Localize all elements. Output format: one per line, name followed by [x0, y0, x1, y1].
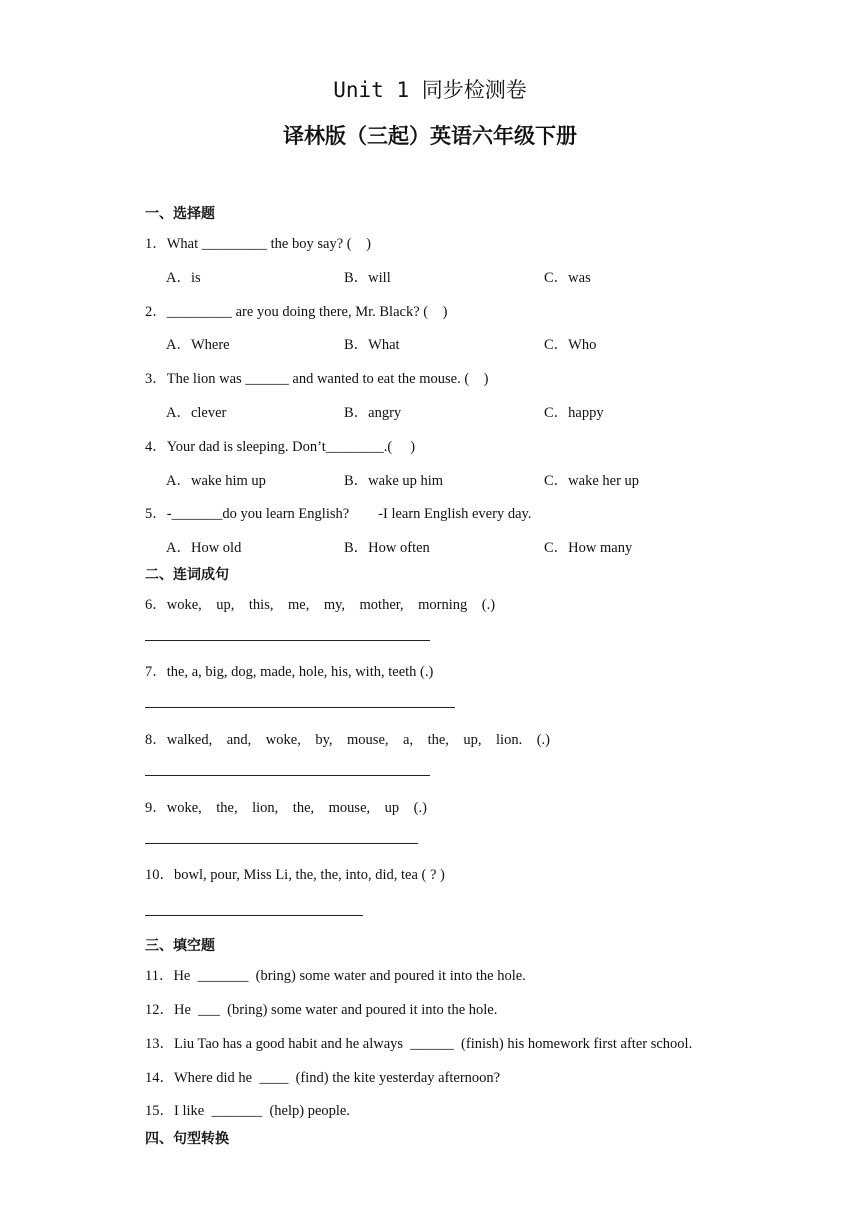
option-5c: C．How many — [544, 540, 633, 556]
option-4a: A．wake him up — [166, 473, 266, 489]
question-6: 6．woke, up, this, me, my, mother, morning (.) — [145, 597, 496, 613]
page-subtitle: 译林版（三起）英语六年级下册 — [283, 124, 577, 148]
section-heading-word-order: 二、连词成句 — [145, 567, 229, 583]
question-12: 12．He ___ (bring) some water and poured it into the hole. — [145, 1002, 498, 1018]
answer-line-6 — [145, 640, 430, 641]
answer-line-9 — [145, 843, 418, 844]
question-3: 3．The lion was ______ and wanted to eat the mouse. ( ) — [145, 371, 489, 387]
question-7: 7．the, a, big, dog, made, hole, his, with, teeth (.) — [145, 664, 434, 680]
answer-line-8 — [145, 775, 430, 776]
question-10: 10．bowl, pour, Miss Li, the, the, into, did, tea ( ? ) — [145, 867, 445, 883]
page-title: Unit 1 同步检测卷 — [333, 78, 527, 102]
option-3c: C．happy — [544, 405, 604, 421]
option-2b: B．What — [344, 337, 400, 353]
question-1: 1．What _________ the boy say? ( ) — [145, 236, 371, 252]
section-heading-choice: 一、选择题 — [145, 206, 215, 222]
question-9: 9．woke, the, lion, the, mouse, up (.) — [145, 800, 427, 816]
option-5a: A．How old — [166, 540, 242, 556]
option-3b: B．angry — [344, 405, 402, 421]
question-2: 2．_________ are you doing there, Mr. Black? ( ) — [145, 304, 448, 320]
option-2c: C．Who — [544, 337, 597, 353]
option-3a: A．clever — [166, 405, 227, 421]
option-1c: C．was — [544, 270, 591, 286]
section-heading-sentence-transform: 四、句型转换 — [145, 1131, 229, 1147]
section-heading-fill-blank: 三、填空题 — [145, 938, 215, 954]
option-1a: A．is — [166, 270, 201, 286]
question-13: 13．Liu Tao has a good habit and he always ______ (finish) his homework first after school. — [145, 1036, 693, 1052]
question-8: 8．walked, and, woke, by, mouse, a, the, up, lion. (.) — [145, 732, 550, 748]
option-2a: A．Where — [166, 337, 230, 353]
question-5: 5．-_______do you learn English? -I learn English every day. — [145, 506, 532, 522]
option-5b: B．How often — [344, 540, 430, 556]
question-4: 4．Your dad is sleeping. Don’t________.( ) — [145, 439, 416, 455]
question-14: 14．Where did he ____ (find) the kite yesterday afternoon? — [145, 1070, 501, 1086]
answer-line-7 — [145, 707, 455, 708]
question-15: 15．I like _______ (help) people. — [145, 1103, 350, 1119]
option-1b: B．will — [344, 270, 391, 286]
option-4c: C．wake her up — [544, 473, 640, 489]
option-4b: B．wake up him — [344, 473, 444, 489]
question-11: 11．He _______ (bring) some water and poured it into the hole. — [145, 968, 526, 984]
answer-line-10 — [145, 915, 363, 916]
